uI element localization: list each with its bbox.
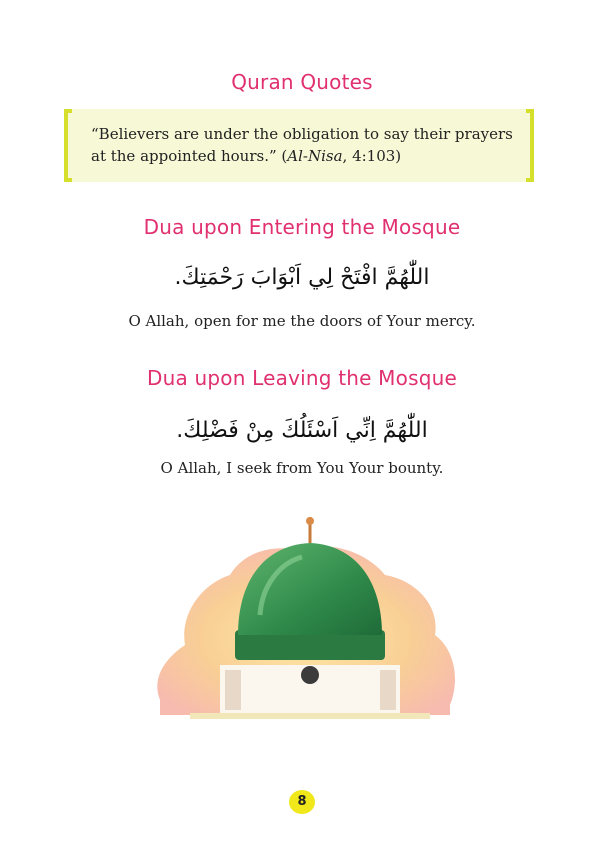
dua-enter-arabic: اللّٰهُمَّ افْتَحْ لِي اَبْوَابَ رَحْمَتِكَ. bbox=[174, 265, 430, 290]
quote-source: Al-Nisa bbox=[287, 147, 343, 165]
base-wall-left bbox=[225, 670, 241, 710]
quote-reference: , 4:103) bbox=[342, 147, 402, 165]
drum-window bbox=[301, 666, 319, 684]
dua-leave-translation: O Allah, I seek from You Your bounty. bbox=[160, 459, 444, 477]
section-title-quran-quotes: Quran Quotes bbox=[231, 70, 373, 94]
quote-box bbox=[67, 109, 531, 182]
ground-strip bbox=[190, 713, 430, 719]
section-title-dua-enter: Dua upon Entering the Mosque bbox=[143, 215, 461, 239]
quote-bracket-right bbox=[526, 109, 534, 182]
green-dome-mosque-illustration bbox=[150, 505, 460, 735]
dua-leave-arabic: اللّٰهُمَّ اِنِّي اَسْئَلُكَ مِنْ فَضْلِكَ. bbox=[176, 418, 428, 443]
quote-text bbox=[91, 123, 519, 167]
quote-text-main: “Believers are under the obligation to say their prayers at the appointed hours.” ( bbox=[91, 125, 513, 165]
base-wall-right bbox=[380, 670, 396, 710]
dome-finial-ball bbox=[306, 517, 314, 525]
section-title-dua-leave: Dua upon Leaving the Mosque bbox=[147, 366, 457, 390]
dua-enter-translation: O Allah, open for me the doors of Your mercy. bbox=[128, 312, 476, 330]
page-number-badge: 8 bbox=[289, 790, 315, 814]
quote-bracket-left bbox=[64, 109, 72, 182]
